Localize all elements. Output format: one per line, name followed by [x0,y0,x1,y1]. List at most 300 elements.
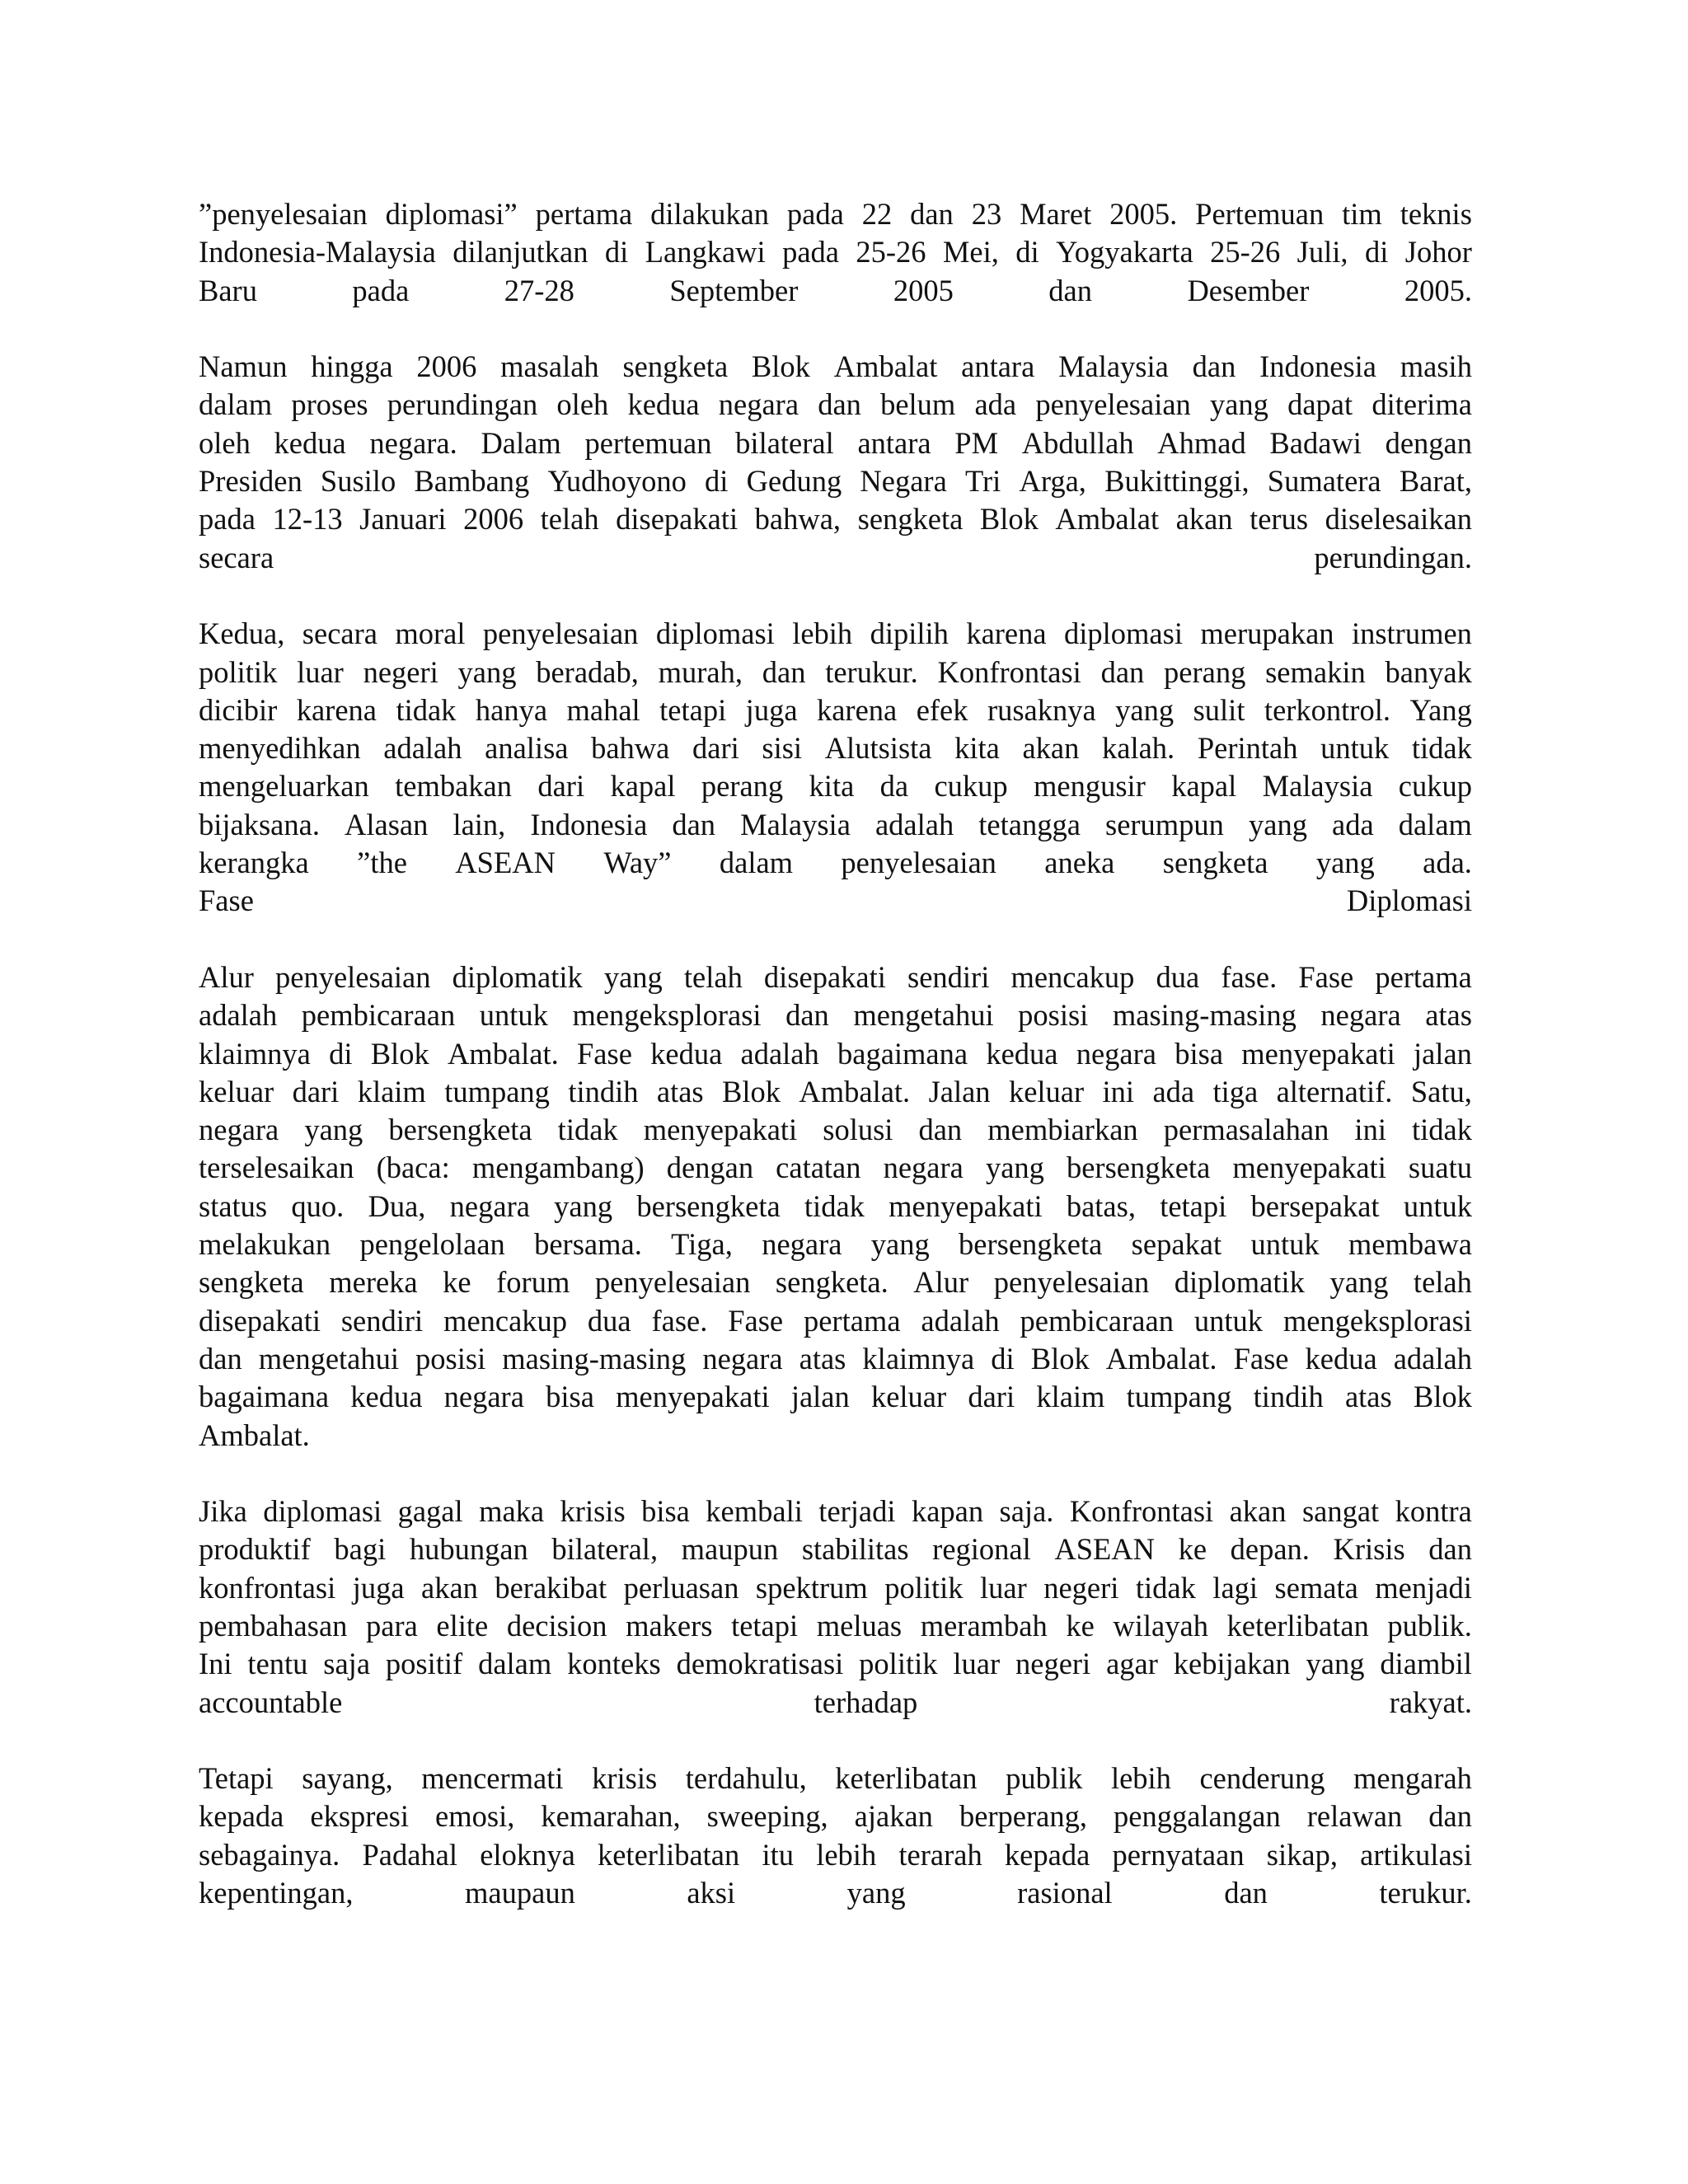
word: 2006 [416,349,477,384]
word: menyedihkan [199,731,361,766]
word: menjadi [1375,1570,1472,1605]
word: sangat [1301,1494,1380,1529]
word: mengeksplorasi [572,998,762,1033]
word: negara [702,1341,783,1376]
word: kita [954,731,1000,766]
word: kontra [1395,1494,1472,1529]
word: menyepakati [889,1188,1043,1223]
word: konteks [567,1647,661,1681]
word: beradab, [536,654,639,689]
word: pertama [535,197,633,231]
word: sengketa [622,349,729,384]
word: lain, [452,807,506,841]
word: klaim [1036,1380,1105,1414]
word: 2006 [463,502,524,537]
word: yang [304,1113,363,1147]
word: dan [785,998,829,1033]
word: antara [961,349,1035,384]
word: Bambang [414,464,530,499]
word: Fase [576,1036,632,1071]
word: akan [1175,502,1233,537]
word: terus [1250,502,1309,537]
word: yang [1329,1265,1389,1300]
word: tim [1342,197,1382,231]
word: mencakup [1010,959,1135,994]
word: penggalangan [1114,1799,1281,1834]
word: Ambalat [1055,502,1160,537]
word: decision [506,1608,607,1643]
word: tentu [247,1647,308,1681]
word: berakibat [495,1570,607,1605]
word: Negara [860,464,947,499]
word: Mei, [942,235,999,269]
word: Gedung [746,464,842,499]
word: Blok [979,502,1039,537]
paragraph-6 [199,1760,1472,1912]
word: dengan [1385,425,1472,460]
word: adalah [874,807,954,841]
word: mengambang) [471,1151,645,1185]
word: tidak [557,1113,618,1147]
word: agar [1106,1647,1158,1681]
word: moral [395,616,466,651]
word: ASEAN [1054,1532,1156,1567]
word: kerangka [199,846,309,880]
paragraph-5-line-2 [199,1530,1472,1568]
word: yang [870,1227,930,1262]
word: sulit [1193,692,1245,727]
word: sikap, [1266,1837,1338,1872]
word: yang [1315,846,1375,880]
word: Indonesia [530,807,648,841]
word: krisis [592,1761,658,1796]
word: permasalahan [1163,1113,1329,1147]
word: Ini [199,1647,232,1681]
word: da [879,769,909,804]
word: Langkawi [645,235,766,269]
word: di [1364,235,1389,269]
word: cukup [934,769,1008,804]
word: Tri [964,464,1001,499]
paragraph-6-line-2 [199,1797,1472,1835]
word: dari [537,769,585,804]
word: tembakan [395,769,512,804]
word: forum [496,1265,570,1300]
word: pada [782,235,839,269]
paragraph-4 [199,958,1472,1455]
word: Alur [913,1265,969,1300]
word: dilakukan [650,197,770,231]
word: bersengketa [959,1227,1103,1262]
word: Padahal [362,1837,458,1872]
word: dari [968,1380,1015,1414]
paragraph-6-line-1 [199,1760,1472,1797]
word: kedua [650,1036,723,1071]
word: menyepakati [1241,1036,1395,1071]
word: Diplomasi [1346,883,1472,918]
word: keluar [199,1074,274,1108]
word: merupakan [1200,616,1334,651]
word: disepakati [763,959,886,994]
word: ke [1066,1608,1095,1643]
word: keluar [1008,1074,1085,1108]
word: publik [1006,1761,1083,1796]
word: perluasan [623,1570,739,1605]
word: eloknya [480,1837,575,1872]
word: dalam [719,846,794,880]
word: maupaun [465,1876,575,1910]
word: 25-26 [1210,235,1281,269]
paragraph-6-line-3 [199,1836,1472,1874]
word: membiarkan [987,1113,1138,1147]
word: antara [857,425,931,460]
word: dua [587,1303,631,1338]
word: pertama [1375,959,1472,994]
word: tetangga [978,807,1081,841]
word: stabilitas [801,1532,909,1567]
word: kapal [610,769,676,804]
word: Yang [1409,692,1472,727]
word: murah, [658,654,743,689]
word: yang [1249,807,1307,841]
paragraph-4-line-7 [199,1188,1472,1226]
word: telah [683,959,743,994]
word: bilateral [735,425,834,460]
word: sweeping, [706,1799,828,1834]
word: dari [692,731,739,766]
word: negara [443,1380,524,1414]
word: bisa [546,1380,594,1414]
paragraph-4-line-13: Ambalat. [199,1418,310,1452]
paragraph-4-line-6 [199,1149,1472,1187]
word: pada [199,502,256,537]
word: negara [1076,1036,1156,1071]
word: dan [672,807,716,841]
word: tindih [1253,1380,1324,1414]
word: Jalan [928,1074,991,1108]
word: untuk [1250,1227,1320,1262]
word: ”the [357,846,407,880]
word: klaimnya [862,1341,975,1376]
word: mengusir [1034,769,1146,804]
word: 2005. [1404,273,1472,307]
paragraph-4-line-4 [199,1073,1472,1111]
word: sengketa [1162,846,1268,880]
word: ini [1102,1074,1135,1108]
word: Januari [359,502,447,537]
word: negara [449,1188,530,1223]
word: pembicaraan [301,998,456,1033]
word: terukur. [825,654,918,689]
word: ajakan [854,1799,933,1834]
word: 23 [971,197,1002,231]
word: meluas [816,1608,903,1643]
word: ada [1152,1074,1195,1108]
word: banyak [1385,654,1472,689]
word: akan [421,1570,478,1605]
word: Konfrontasi [1069,1494,1214,1529]
word: juga [352,1570,405,1605]
word: Way” [603,846,672,880]
word: negeri [363,654,438,689]
word: tumpang [444,1074,550,1108]
word: serumpun [1104,807,1224,841]
word: klaimnya [199,1036,311,1071]
paragraph-2 [199,348,1472,577]
word: atas [1425,998,1472,1033]
word: Desember [1187,273,1310,307]
word: klaim [357,1074,426,1108]
paragraph-3-line-1 [199,615,1472,653]
word: penyelesaian [594,1265,751,1300]
word: semakin [1265,654,1366,689]
word: pembahasan [199,1608,348,1643]
word: produktif [199,1532,311,1567]
word: kalah. [1102,731,1175,766]
word: dari [292,1074,340,1108]
word: mereka [329,1265,418,1300]
word: kedua [986,1036,1058,1071]
word: mengarah [1353,1761,1472,1796]
word: terselesaikan [199,1151,354,1185]
word: kapal [1171,769,1237,804]
paragraph-5-line-1 [199,1493,1472,1530]
word: dua [1156,959,1200,994]
word: bahwa, [754,502,842,537]
word: diplomasi” [385,197,518,231]
word: luar [297,654,344,689]
word: terukur. [1379,1876,1472,1910]
word: rasional [1017,1876,1113,1910]
word: oleh [199,425,251,460]
word: pernyataan [1112,1837,1245,1872]
word: oleh [556,387,609,422]
word: fase. [651,1303,708,1338]
word: hingga [311,349,393,384]
word: catatan [776,1151,861,1185]
word: menyepakati [616,1380,770,1414]
paragraph-5-spread-line [199,1684,1472,1722]
word: Sumatera [1267,464,1381,499]
word: yang [1306,1647,1365,1681]
word: dipilih [870,616,949,651]
word: Maret [1020,197,1092,231]
word: masing-masing [1112,998,1296,1033]
word: (baca: [376,1151,450,1185]
paragraph-3-spread-line [199,882,1472,920]
word: kepada [1004,1837,1090,1872]
word: bijaksana. [199,807,320,841]
word: untuk [1403,1188,1472,1223]
word: negara. [369,425,457,460]
word: keterlibatan [835,1761,978,1796]
word: ada [1332,807,1374,841]
word: dapat [1287,387,1353,422]
word: karena [296,692,377,727]
word: proses [291,387,368,422]
word: perang [1164,654,1246,689]
word: tindih [568,1074,639,1108]
word: politik [884,1570,964,1605]
paragraph-2-line-1 [199,348,1472,386]
word: diplomatik [452,959,583,994]
word: hubungan [409,1532,528,1567]
word: 22 [861,197,893,231]
word: para [366,1608,418,1643]
word: aksi [687,1876,736,1910]
paragraph-1 [199,195,1472,310]
word: Dua, [368,1188,426,1223]
word: dalam [1398,807,1472,841]
word: penyelesaian [275,959,431,994]
word: belum [880,387,956,422]
word: di [1015,235,1039,269]
word: 27-28 [504,273,574,307]
word: regional [932,1532,1031,1567]
word: tidak [396,692,457,727]
word: Blok [722,1074,781,1108]
paragraph-4-line-11 [199,1340,1472,1378]
word: ada. [1423,846,1472,880]
word: dan [1192,349,1236,384]
word: Blok [751,349,810,384]
word: dan [818,387,861,422]
word: atas [1344,1380,1392,1414]
word: karena [966,616,1047,651]
word: disepakati [199,1303,321,1338]
word: yang [985,1151,1044,1185]
word: negeri [1015,1647,1091,1681]
word: negeri [1043,1570,1119,1605]
word: Ambalat. [1105,1341,1217,1376]
word: elite [436,1608,489,1643]
word: Pertemuan [1195,197,1325,231]
word: tetapi [659,692,727,727]
word: bersama. [534,1227,642,1262]
word: fase. [1221,959,1278,994]
word: perang [701,769,784,804]
word: Konfrontasi [937,654,1081,689]
paragraph-4-line-5 [199,1111,1472,1149]
word: terkontrol. [1264,692,1390,727]
paragraph-3-line-3 [199,691,1472,729]
word: Susilo [320,464,396,499]
word: accountable [199,1685,343,1719]
word: lebih [792,616,853,651]
word: sengketa [199,1265,304,1300]
word: pada [786,197,844,231]
word: mengetahui [258,1341,400,1376]
word: secara [199,540,274,574]
word: Blok [370,1036,429,1071]
word: menyepakati [643,1113,798,1147]
word: Juli, [1296,235,1348,269]
word: terdahulu, [685,1761,807,1796]
word: Ambalat. [447,1036,559,1071]
word: bersengketa [1066,1151,1211,1185]
word: semata [1274,1570,1358,1605]
word: Johor [1404,235,1472,269]
word: alternatif. [1276,1074,1393,1108]
word: telah [540,502,599,537]
word: lagi [1212,1570,1259,1605]
word: kembali [706,1494,803,1529]
word: yang [554,1188,613,1223]
word: kebijakan [1173,1647,1291,1681]
word: adalah [921,1303,1000,1338]
word: diambil [1380,1647,1472,1681]
word: analisa [485,731,569,766]
word: adalah [1393,1341,1472,1376]
word: jalan [1413,1036,1472,1071]
word: kedua [274,425,346,460]
word: krisis [560,1494,626,1529]
paragraph-5-line-5 [199,1645,1472,1683]
word: cenderung [1199,1761,1325,1796]
word: tidak [1135,1570,1196,1605]
paragraph-3-line-2 [199,654,1472,691]
paragraph-3-line-5 [199,767,1472,805]
word: pertemuan [584,425,712,460]
word: untuk [1320,731,1390,766]
word: adalah [740,1036,819,1071]
word: perundingan. [1314,540,1472,574]
word: mengeluarkan [199,769,369,804]
word: pengelolaan [359,1227,505,1262]
word: diplomasi [263,1494,382,1529]
word: telah [1413,1265,1472,1300]
word: yang [1115,692,1175,727]
word: Fase [199,883,254,918]
paragraph-2-line-5 [199,500,1472,538]
word: pembicaraan [1020,1303,1174,1338]
word: ekspresi [310,1799,409,1834]
word: sendiri [340,1303,424,1338]
word: bisa [1175,1036,1224,1071]
word: dan [1224,1876,1268,1910]
paragraph-1-line-1 [199,195,1472,233]
word: Krisis [1333,1532,1405,1567]
word: ke [1178,1532,1207,1567]
word: Blok [1030,1341,1090,1376]
word: akan [1022,731,1080,766]
word: kepada [199,1799,284,1834]
word: Malaysia [740,807,851,841]
word: Barat, [1399,464,1472,499]
word: rakyat. [1389,1685,1472,1719]
word: ”penyelesaian [199,197,368,231]
word: maupun [681,1532,779,1567]
word: karena [816,692,898,727]
paragraph-2-line-3 [199,424,1472,462]
word: luar [980,1570,1027,1605]
word: Yudhoyono [547,464,687,499]
word: di [329,1036,353,1071]
word: dan [762,654,806,689]
word: masih [1400,349,1472,384]
word: tiga [1212,1074,1259,1108]
word: dicibir [199,692,278,727]
word: di [991,1341,1015,1376]
word: kedua [1305,1341,1377,1376]
word: bagaimana [199,1380,330,1414]
word: hanya [475,692,548,727]
word: adalah [199,998,278,1033]
word: berperang, [959,1799,1087,1834]
word: penyelesaian [841,846,996,880]
word: yang [1209,387,1268,422]
word: yang [603,959,663,994]
